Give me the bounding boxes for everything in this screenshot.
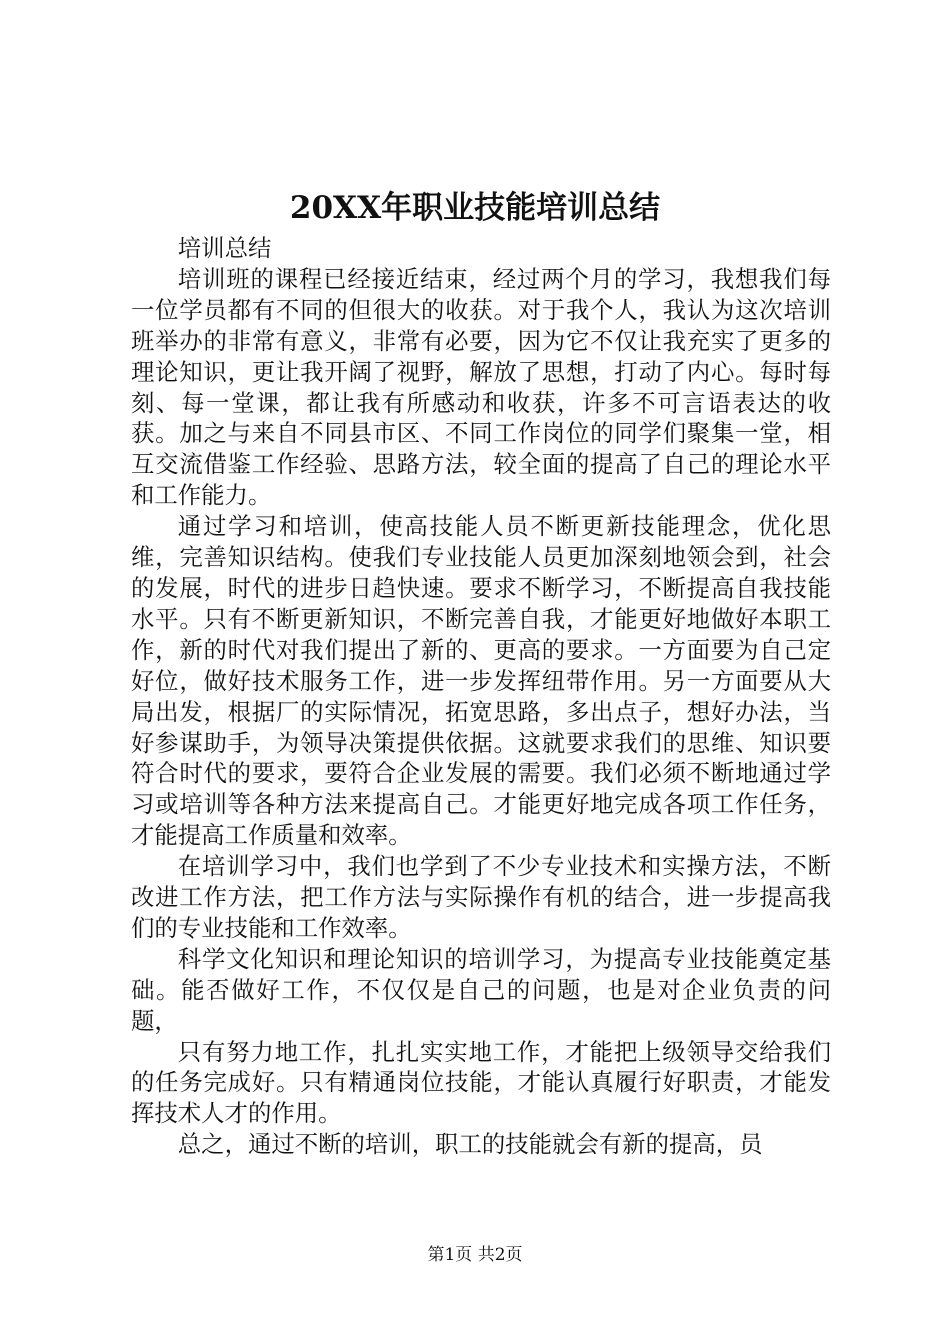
paragraph-heading: 培训总结 (177, 234, 272, 262)
paragraph: 只有努力地工作，扎扎实实地工作，才能把上级领导交给我们的任务完成好。只有精通岗位技能，才能认真履行好职责，才能发挥技术人才的作用。 (131, 1037, 831, 1128)
paragraph: 在培训学习中，我们也学到了不少专业技术和实操方法，不断改进工作方法，把工作方法与实际操作有机的结合，进一步提高我们的专业技能和工作效率。 (131, 852, 831, 942)
paragraph: 科学文化知识和理论知识的培训学习，为提高专业技能奠定基础。能否做好工作，不仅仅是自己的问题，也是对企业负责的问题， (131, 944, 831, 1035)
paragraph: 通过学习和培训，使高技能人员不断更新技能理念，优化思维，完善知识结构。使我们专业技能人员更加深刻地领会到，社会的发展，时代的进步日趋快速。要求不断学习，不断提高自我技能水平。只有不断更新知识，不断完善自我，才能更好地做好本职工作，新的时代对我们提出了新的、更高的要求。一方面要为自己定好位，做好技术服务工作，进一步发挥纽带作用。另一方面要从大局出发，根据厂的实际情况，拓宽思路，多出点子，想好办法，当好参谋助手，为领导决策提供依据。这就要求我们的思维、知识要符合时代的要求，要符合企业发展的需要。我们必须不断地通过学习或培训等各种方法来提高自己。才能更好地完成各项工作任务，才能提高工作质量和效率。 (131, 512, 831, 850)
document-body (131, 233, 831, 1160)
paragraph: 培训班的课程已经接近结束，经过两个月的学习，我想我们每一位学员都有不同的但很大的收获。对于我个人，我认为这次培训班举办的非常有意义，非常有必要，因为它不仅让我充实了更多的理论知识，更让我开阔了视野，解放了思想，打动了内心。每时每刻、每一堂课，都让我有所感动和收获，许多不可言语表达的收获。加之与来自不同县市区、不同工作岗位的同学们聚集一堂，相互交流借鉴工作经验、思路方法，较全面的提高了自己的理论水平和工作能力。 (131, 264, 831, 510)
page-footer: 第1页 共2页 (427, 1245, 523, 1265)
document-title: 20XX年职业技能培训总结 (289, 190, 661, 226)
paragraph: 总之，通过不断的培训，职工的技能就会有新的提高，员 (177, 1130, 763, 1159)
